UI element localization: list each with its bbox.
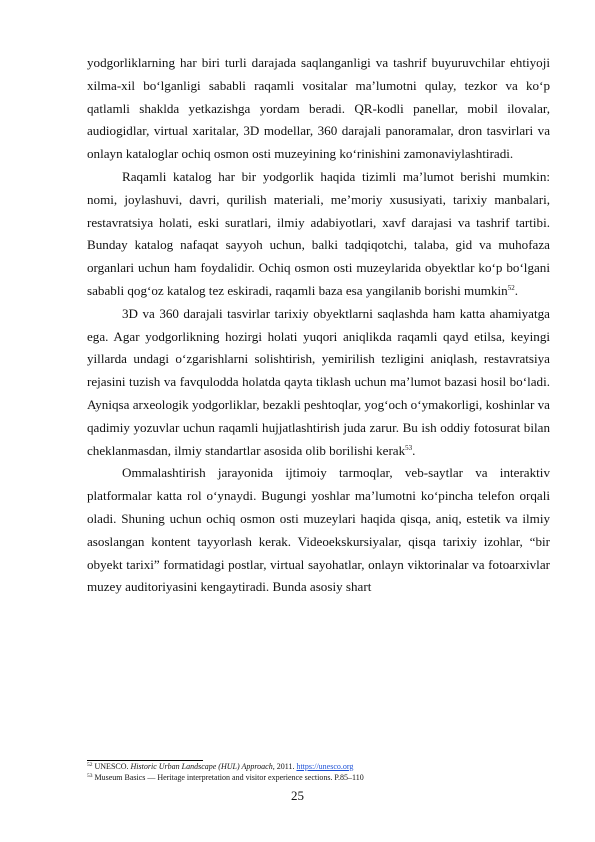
footnote-ref-52[interactable]: 52 — [507, 283, 515, 292]
paragraph-3: 3D va 360 darajali tasvirlar tarixiy obyektlarni saqlashda ham katta ahamiyatga ega. Agar yodgorlikning hozirgi holati yuqori aniqlikda raqamli qayd etilsa, keyingi yillarda undagi o‘zgarishlarni solishtirish, yemirilish tezligini aniqlash, restavratsiya rejasini tuzish va favqulodda holatda qayta tiklash uchun ma’lumot bazasi hosil bo‘ladi. Ayniqsa arxeologik yodgorliklar, bezakli peshtoqlar, yog‘och o‘ymakorligi, koshinlar va qadimiy yozuvlar uchun raqamli hujjatlashtirish juda zarur. Bu ish oddiy fotosurat bilan cheklanmasdan, ilmiy standartlar asosida olib borilishi kerak$^{53}$. — [87, 305, 550, 458]
footnote-number: 52 — [87, 762, 93, 768]
footnote-text: Museum Basics — Heritage interpretation and visitor experience sections. P.85–110 — [94, 772, 364, 782]
footnote-year: , 2011. — [272, 762, 297, 771]
footnotes — [87, 762, 550, 783]
footnote-author: UNESCO. — [94, 762, 129, 771]
footnote-53 — [87, 773, 550, 784]
paragraph-1: yodgorliklarning har biri turli darajada saqlanganligi va tashrif buyuruvchilar ehtiyoji xilma-xil bo‘lganligi sababli raqamli vositalar ma’lumotni qulay, tezkor va ko‘p qatlamli shaklda yetkazishga yordam beradi. QR-kodli panellar, mobil ilovalar, audiogidlar, virtual xaritalar, 3D modellar, 360 darajali panoramalar, dron tasvirlari va onlayn kataloglar ochiq osmon osti muzeyining ko‘rinishini zamonaviylashtiradi. — [87, 55, 550, 162]
footnote-link[interactable]: https://unesco.org — [296, 762, 354, 771]
footnote-ref-53[interactable]: 53 — [405, 443, 413, 452]
footnote-52 — [87, 762, 550, 773]
paragraph-4: Ommalashtirish jarayonida ijtimoiy tarmoqlar, veb-saytlar va interaktiv platformalar katta rol o‘ynaydi. Bugungi yoshlar ma’lumotni ko‘pincha telefon orqali oladi. Shuning uchun ochiq osmon osti muzeylari haqida qisqa, aniq, estetik va ilmiy asoslangan kontent tayyorlash kerak. Videoekskursiyalar, qisqa tarixiy izohlar, “bir obyekt tarixi” formatidagi postlar, virtual sayohatlar, onlayn viktorinalar va fotoarxivlar muzey auditoriyasini kengaytiradi. Bunda asosiy shart — [87, 465, 550, 595]
footnote-divider — [87, 760, 203, 761]
footnote-title: Historic Urban Landscape (HUL) Approach — [130, 762, 273, 771]
paragraph-2: Raqamli katalog har bir yodgorlik haqida tizimli ma’lumot berishi mumkin: nomi, joylashuvi, davri, qurilish materiali, me’moriy xususiyati, tarixiy manbalari, restavratsiya holati, eski suratlari, ilmiy adabiyotlari, xavf darajasi va tashrif tartibi. Bunday katalog nafaqat sayyoh uchun, balki tadqiqotchi, talaba, gid va muhofaza organlari uchun ham foydalidir. Ochiq osmon osti muzeylarida obyektlar ko‘p bo‘lgani sababli qog‘oz katalog tez eskiradi, raqamli baza esa yangilanib borishi mumkin$^{52}$. — [87, 168, 550, 298]
body-text — [87, 52, 550, 599]
paragraph-3-text: 3D va 360 darajali tasvirlar tarixiy obyektlarni saqlashda ham katta ahamiyatga ega. Agar yodgorlikning hozirgi holati yuqori aniqlikda raqamli qayd etilsa, keyingi yillarda undagi o‘zgarishlarni solishtirish, yemirilish tezligini aniqlash, restavratsiya rejasini tuzish va favqulodda holatda qayta tiklash uchun ma’lumot bazasi hosil bo‘ladi. Ayniqsa arxeologik yodgorliklar, bezakli peshtoqlar, yog‘och o‘ymakorligi, koshinlar va qadimiy yozuvlar uchun raqamli hujjatlashtirish juda zarur. Bu ish oddiy fotosurat bilan cheklanmasdan, ilmiy standartlar asosida olib borilishi kerak — [87, 305, 550, 458]
page-number: 25 — [291, 788, 304, 803]
paragraph-2-text: Raqamli katalog har bir yodgorlik haqida tizimli ma’lumot berishi mumkin: nomi, joylashuvi, davri, qurilish materiali, me’moriy xususiyati, tarixiy manbalari, restavratsiya holati, eski suratlari, ilmiy adabiyotlari, xavf darajasi va tashrif tartibi. Bunday katalog nafaqat sayyoh uchun, balki tadqiqotchi, talaba, gid va muhofaza organlari uchun ham foydalidir. Ochiq osmon osti muzeylarida obyektlar ko‘p bo‘lgani sababli qog‘oz katalog tez eskiradi, raqamli baza esa yangilanib borishi mumkin — [87, 168, 550, 298]
footnote-number: 53 — [87, 772, 93, 779]
